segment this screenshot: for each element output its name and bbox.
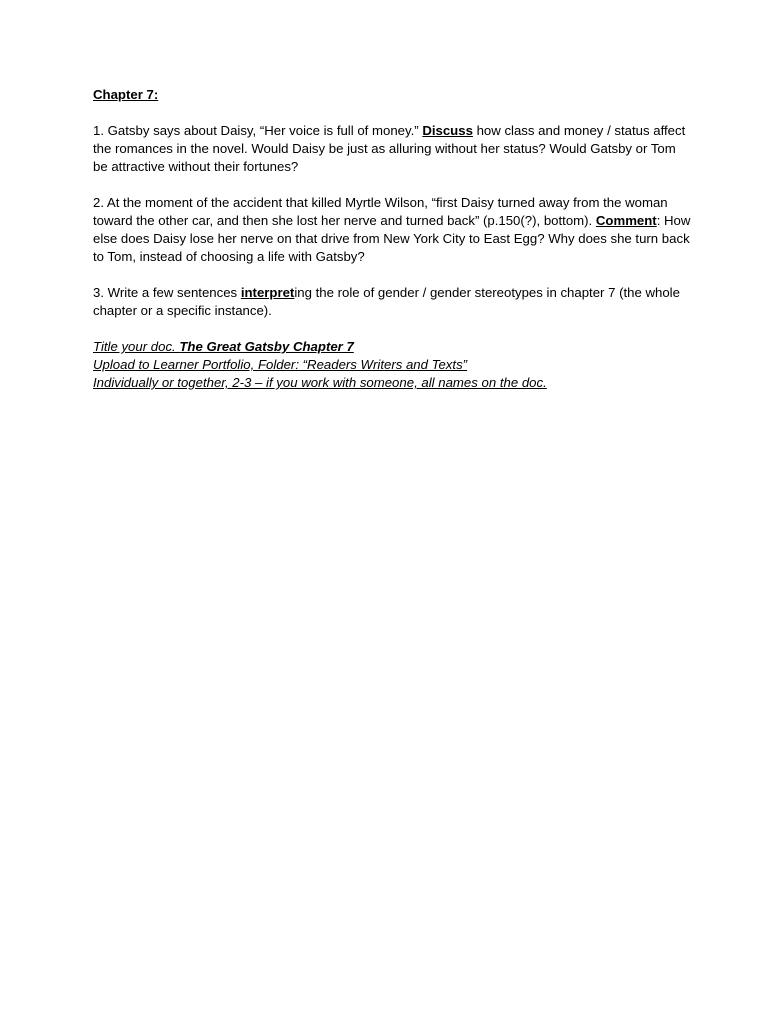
instruction-upload-line: Upload to Learner Portfolio, Folder: “Readers Writers and Texts” bbox=[93, 357, 468, 372]
question-2-body: : How else does Daisy lose her nerve on that drive from New York City to East Egg? Why does she turn back to Tom, instead of choosing a life with Gatsby? bbox=[93, 213, 691, 264]
assignment-document bbox=[93, 86, 693, 392]
question-1-body: how class and money / status affect the romances in the novel. Would Daisy be just as alluring without her status? Would Gatsby or Tom be attractive without their fortunes? bbox=[93, 123, 686, 174]
question-3-intro: 3. Write a few sentences bbox=[93, 285, 241, 300]
instruction-doc-title: The Great Gatsby Chapter 7 bbox=[179, 339, 354, 354]
question-3 bbox=[93, 284, 693, 320]
question-1-intro: 1. Gatsby says about Daisy, “Her voice is full of money.” bbox=[93, 123, 423, 138]
instruction-title-prefix: Title your doc. bbox=[93, 339, 180, 354]
chapter-heading: Chapter 7: bbox=[93, 87, 159, 102]
question-3-keyword: interpret bbox=[240, 285, 295, 300]
instruction-title-line bbox=[93, 338, 693, 356]
question-1-keyword: Discuss bbox=[422, 123, 473, 138]
instruction-group-line: Individually or together, 2-3 – if you work with someone, all names on the doc. bbox=[93, 375, 547, 390]
submission-instructions bbox=[93, 338, 693, 392]
question-2 bbox=[93, 194, 693, 266]
question-2-intro: 2. At the moment of the accident that killed Myrtle Wilson, “first Daisy turned away from the woman toward the other car, and then she lost her nerve and turned back” (p.150(?), bottom). bbox=[93, 195, 668, 228]
question-1 bbox=[93, 122, 693, 176]
question-3-body: ing the role of gender / gender stereotypes in chapter 7 (the whole chapter or a specific instance). bbox=[93, 285, 680, 318]
question-2-keyword: Comment bbox=[595, 213, 657, 228]
